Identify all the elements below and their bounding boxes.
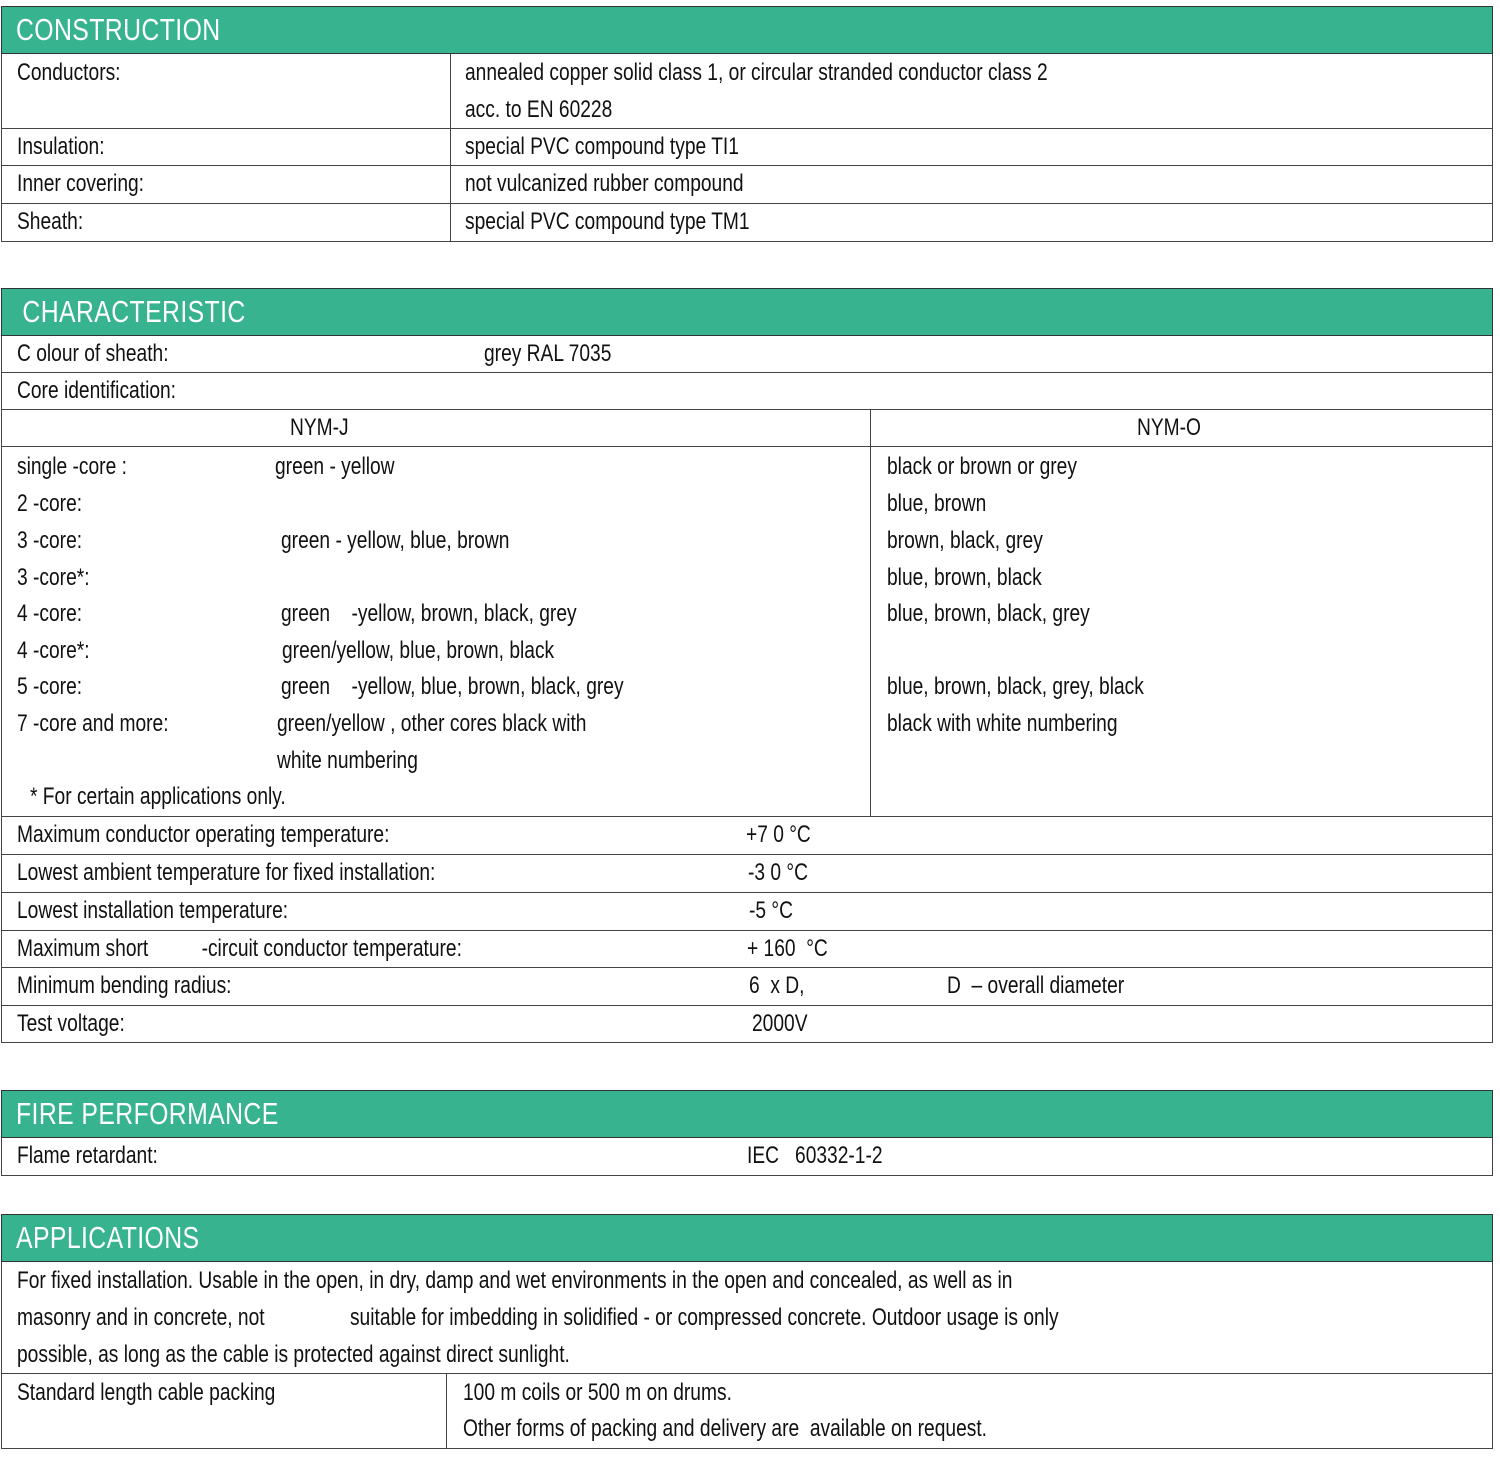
sheath-value: special PVC compound type TM1 xyxy=(465,208,750,235)
core-nym-o: black with white numbering xyxy=(887,710,1118,737)
bending-radius-value: 6 x D, xyxy=(749,972,805,999)
packing-label: Standard length cable packing xyxy=(17,1379,276,1406)
core-nym-o: brown, black, grey xyxy=(887,527,1043,554)
applications-line-2: masonry and in concrete, not suitable for imbedding in solidified - or compressed concrete. Outdoor usage is only xyxy=(17,1304,1059,1331)
core-identification-label: Core identification: xyxy=(17,377,177,404)
core-nym-o: blue, brown, black, grey, black xyxy=(887,673,1144,700)
core-label: 4 -core*: xyxy=(17,637,90,664)
applications-title: APPLICATIONS xyxy=(16,1220,200,1255)
short-circuit-temperature-label: Maximum short -circuit conductor temperature: xyxy=(17,935,462,962)
core-label: 5 -core: xyxy=(17,673,83,700)
test-voltage-label: Test voltage: xyxy=(17,1010,125,1037)
inner-covering-label: Inner covering: xyxy=(17,170,145,197)
short-circuit-temperature-value: + 160 °C xyxy=(747,935,828,962)
max-temperature-value: +7 0 °C xyxy=(746,821,811,848)
applications-line-1: For fixed installation. Usable in the open, in dry, damp and wet environments in the open and concealed, as well as in xyxy=(17,1267,1013,1294)
core-nym-j: green - yellow, blue, brown xyxy=(281,527,510,554)
colour-label: C olour of sheath: xyxy=(17,340,169,367)
core-identification-row xyxy=(1,373,1493,410)
flame-retardant-label: Flame retardant: xyxy=(17,1142,158,1169)
lowest-fixed-temperature-label: Lowest ambient temperature for fixed installation: xyxy=(17,859,436,886)
core-label: single -core : xyxy=(17,453,127,480)
fire-performance-title: FIRE PERFORMANCE xyxy=(16,1096,279,1131)
core-nym-j: green - yellow xyxy=(275,453,395,480)
colour-row xyxy=(1,336,1493,373)
core-footnote: * For certain applications only. xyxy=(30,783,286,810)
characteristic-section xyxy=(1,288,1493,1043)
conductors-row xyxy=(1,54,1493,129)
core-nym-o: blue, brown, black, grey xyxy=(887,600,1090,627)
inner-covering-value: not vulcanized rubber compound xyxy=(465,170,744,197)
applications-description-row xyxy=(1,1262,1493,1374)
core-nym-j: green/yellow, blue, brown, black xyxy=(282,637,555,664)
conductors-value-1: annealed copper solid class 1, or circular stranded conductor class 2 xyxy=(465,59,1048,86)
nym-o-column-header: NYM-O xyxy=(1137,414,1201,441)
lowest-installation-temperature-row xyxy=(1,893,1493,931)
nym-j-column-header: NYM-J xyxy=(290,414,349,441)
core-nym-j: green/yellow , other cores black with xyxy=(277,710,587,737)
packing-row xyxy=(1,1374,1493,1449)
core-nym-o: blue, brown, black xyxy=(887,564,1042,591)
applications-header xyxy=(1,1214,1493,1262)
core-label: 2 -core: xyxy=(17,490,83,517)
packing-value-1: 100 m coils or 500 m on drums. xyxy=(463,1379,732,1406)
short-circuit-temperature-row xyxy=(1,931,1493,968)
core-nym-j: white numbering xyxy=(277,747,418,774)
sheath-row xyxy=(1,204,1493,242)
insulation-label: Insulation: xyxy=(17,133,105,160)
core-colours-table xyxy=(1,447,1493,817)
fire-performance-section xyxy=(1,1090,1493,1176)
conductors-label: Conductors: xyxy=(17,59,121,86)
characteristic-title: CHARACTERISTIC xyxy=(22,294,246,329)
characteristic-header xyxy=(1,288,1493,336)
applications-section xyxy=(1,1214,1493,1449)
insulation-row xyxy=(1,129,1493,166)
lowest-fixed-temperature-row xyxy=(1,855,1493,893)
lowest-installation-temperature-label: Lowest installation temperature: xyxy=(17,897,289,924)
sheath-label: Sheath: xyxy=(17,208,84,235)
test-voltage-row xyxy=(1,1006,1493,1043)
core-nym-j: green -yellow, brown, black, grey xyxy=(281,600,577,627)
inner-covering-row xyxy=(1,166,1493,204)
core-label: 3 -core: xyxy=(17,527,83,554)
insulation-value: special PVC compound type TI1 xyxy=(465,133,739,160)
bending-radius-label: Minimum bending radius: xyxy=(17,972,232,999)
core-label: 3 -core*: xyxy=(17,564,90,591)
colour-value: grey RAL 7035 xyxy=(484,340,612,367)
core-columns-header-row xyxy=(1,410,1493,447)
max-temperature-label: Maximum conductor operating temperature: xyxy=(17,821,390,848)
bending-radius-row xyxy=(1,968,1493,1006)
max-temperature-row xyxy=(1,817,1493,855)
construction-section xyxy=(1,6,1493,242)
packing-value-2: Other forms of packing and delivery are available on request. xyxy=(463,1415,988,1442)
core-nym-o: black or brown or grey xyxy=(887,453,1077,480)
flame-retardant-value: IEC 60332-1-2 xyxy=(747,1142,883,1169)
core-label: 7 -core and more: xyxy=(17,710,169,737)
test-voltage-value: 2000V xyxy=(752,1010,808,1037)
lowest-fixed-temperature-value: -3 0 °C xyxy=(748,859,808,886)
flame-retardant-row xyxy=(1,1138,1493,1176)
core-label: 4 -core: xyxy=(17,600,83,627)
construction-title: CONSTRUCTION xyxy=(16,12,221,47)
construction-header xyxy=(1,6,1493,54)
lowest-installation-temperature-value: -5 °C xyxy=(749,897,793,924)
fire-performance-header xyxy=(1,1090,1493,1138)
bending-radius-note: D – overall diameter xyxy=(947,972,1125,999)
core-nym-j: green -yellow, blue, brown, black, grey xyxy=(281,673,624,700)
conductors-value-2: acc. to EN 60228 xyxy=(465,96,613,123)
core-nym-o: blue, brown xyxy=(887,490,987,517)
applications-line-3: possible, as long as the cable is protected against direct sunlight. xyxy=(17,1341,570,1368)
